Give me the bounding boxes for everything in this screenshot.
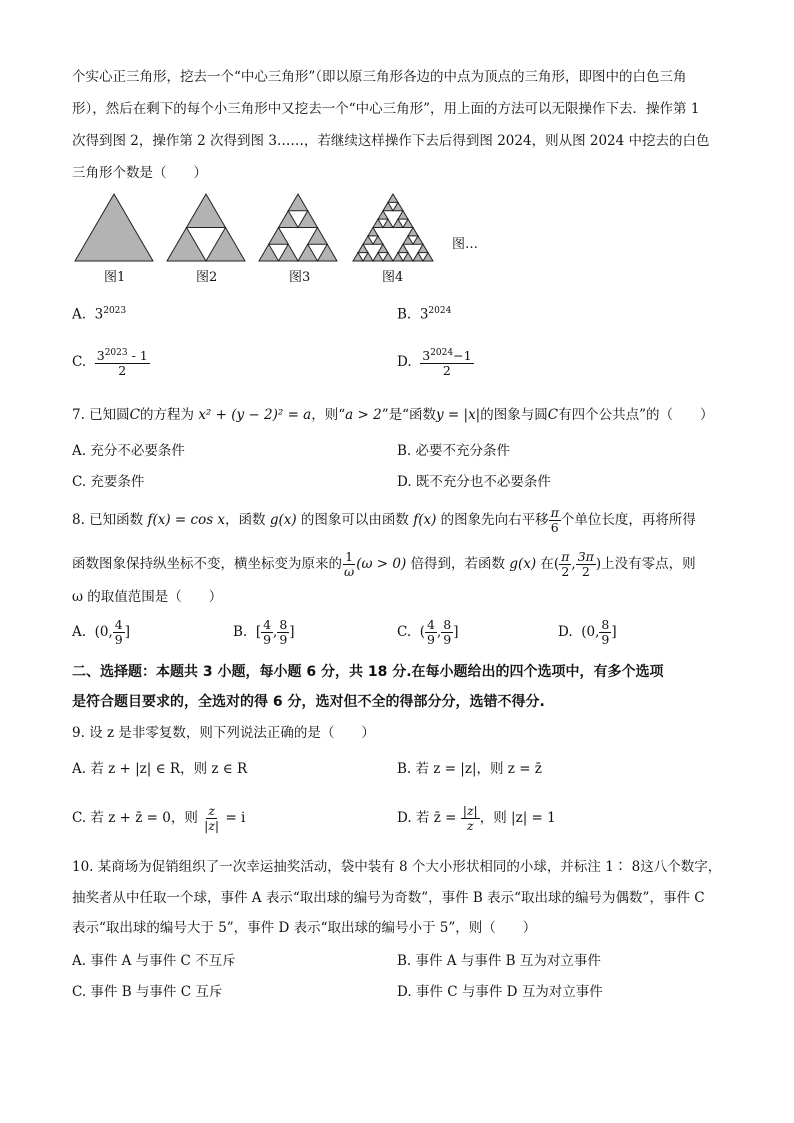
figure-ellipsis-label: 图… [452,237,479,252]
q6-option-d: D. $\frac{3^{2024}-1}{2}$ [397,348,472,379]
q8-stem-line-3: ω 的取值范围是（ ） [72,589,223,605]
figure-1-label: 图1 [104,270,126,285]
q6-option-c: C. $\frac{3^{2023} - 1}{2}$ [72,348,148,379]
q9-stem: 9. 设 z 是非零复数，则下列说法正确的是（ ） [72,725,375,741]
q9-option-a: A. 若 z + |z| ∈ R，则 z ∈ R [72,761,248,777]
q10-option-b: B. 事件 A 与事件 B 互为对立事件 [397,953,601,969]
figure-3-label: 图3 [289,270,311,285]
intro-line-1: 个实心正三角形，挖去一个“中心三角形”（即以原三角形各边的中点为顶点的三角形，即图中的白色三角 [72,69,687,85]
section-2-heading-line-1: 二、选择题：本题共 3 小题，每小题 6 分，共 18 分.在每小题给出的四个选项中，有多个选项 [72,664,664,680]
q9-option-d: D. 若 z̄ = $\frac{|z|}{z}$ ，则 |z| = 1 [397,803,556,833]
section-2-heading-line-2: 是符合题目要求的，全选对的得 6 分，选对但不全的得部分分，选错不得分. [72,694,545,710]
q10-stem-line-1: 10. 某商场为促销组织了一次幸运抽奖活动，袋中装有 8 个大小形状相同的小球，并标注 1∶ 8这八个数字， [72,859,722,875]
q7-option-b: B. 必要不充分条件 [397,443,511,459]
q10-stem-line-3: 表示“取出球的编号大于 5”，事件 D 表示“取出球的编号小于 5”，则（ ） [72,920,537,936]
intro-line-3: 次得到图 2，操作第 2 次得到图 3……，若继续这样操作下去后得到图 2024，则从图 2024 中挖去的白色 [72,133,710,149]
intro-line-2: 形），然后在剩下的每个小三角形中又挖去一个“中心三角形”，用上面的方法可以无限操作下去．操作第 1 [72,101,700,117]
intro-line-4: 三角形个数是（ ） [72,165,207,181]
figure-1-triangle [74,193,154,263]
q10-option-c: C. 事件 B 与事件 C 互斥 [72,984,223,1000]
q10-option-a: A. 事件 A 与事件 C 不互斥 [72,953,236,969]
q10-option-d: D. 事件 C 与事件 D 互为对立事件 [397,984,603,1000]
q8-option-b: B. [ $\frac{4}{9}$ , $\frac{8}{9}$ ] [233,617,295,647]
q8-stem-line-2: 函数图象保持纵坐标不变，横坐标变为原来的 $\frac{1}{\omega}$ (ω > 0) 倍得到，若函数 g(x) 在( $\frac{\pi}{2}$ , $\frac{3\pi}{2}$ )上没有零点，则 [72,549,696,579]
q7-option-a: A. 充分不必要条件 [72,443,185,459]
q9-option-b: B. 若 z = |z|，则 z = z̄ [397,761,542,777]
q6-option-b: B. $3^{2024}$ [397,306,452,323]
q6-option-a: A. $3^{2023}$ [72,306,127,323]
figure-2-label: 图2 [196,270,218,285]
figure-3-triangle [258,193,338,263]
q7-option-c: C. 充要条件 [72,474,145,490]
q8-option-d: D. (0, $\frac{8}{9}$ ] [558,617,617,647]
q10-stem-line-2: 抽奖者从中任取一个球，事件 A 表示“取出球的编号为奇数”，事件 B 表示“取出球的编号为偶数”，事件 C [72,890,705,906]
outer-triangle [75,194,153,261]
figure-4-label: 图4 [382,270,404,285]
figure-2-triangle [166,193,246,263]
q8-stem-line-1: 8. 已知函数 f(x) = cos x，函数 g(x) 的图象可以由函数 f(x) 的图象先向右平移 $\frac{\pi}{6}$ 个单位长度，再将所得 [72,505,696,535]
q8-option-c: C. ( $\frac{4}{9}$ , $\frac{8}{9}$ ] [397,617,459,647]
figure-4-triangle [352,193,434,263]
q8-option-a: A. (0, $\frac{4}{9}$ ] [72,617,131,647]
q7-stem: 7. 已知圆C的方程为 x² + (y − 2)² = a，则“a > 2”是“函数y = |x|的图象与圆C有四个公共点”的（ ） [72,407,714,423]
q7-option-d: D. 既不充分也不必要条件 [397,474,551,490]
q9-option-c: C. 若 z + z̄ = 0，则 $\frac{z}{|z|}$ = i [72,803,246,833]
